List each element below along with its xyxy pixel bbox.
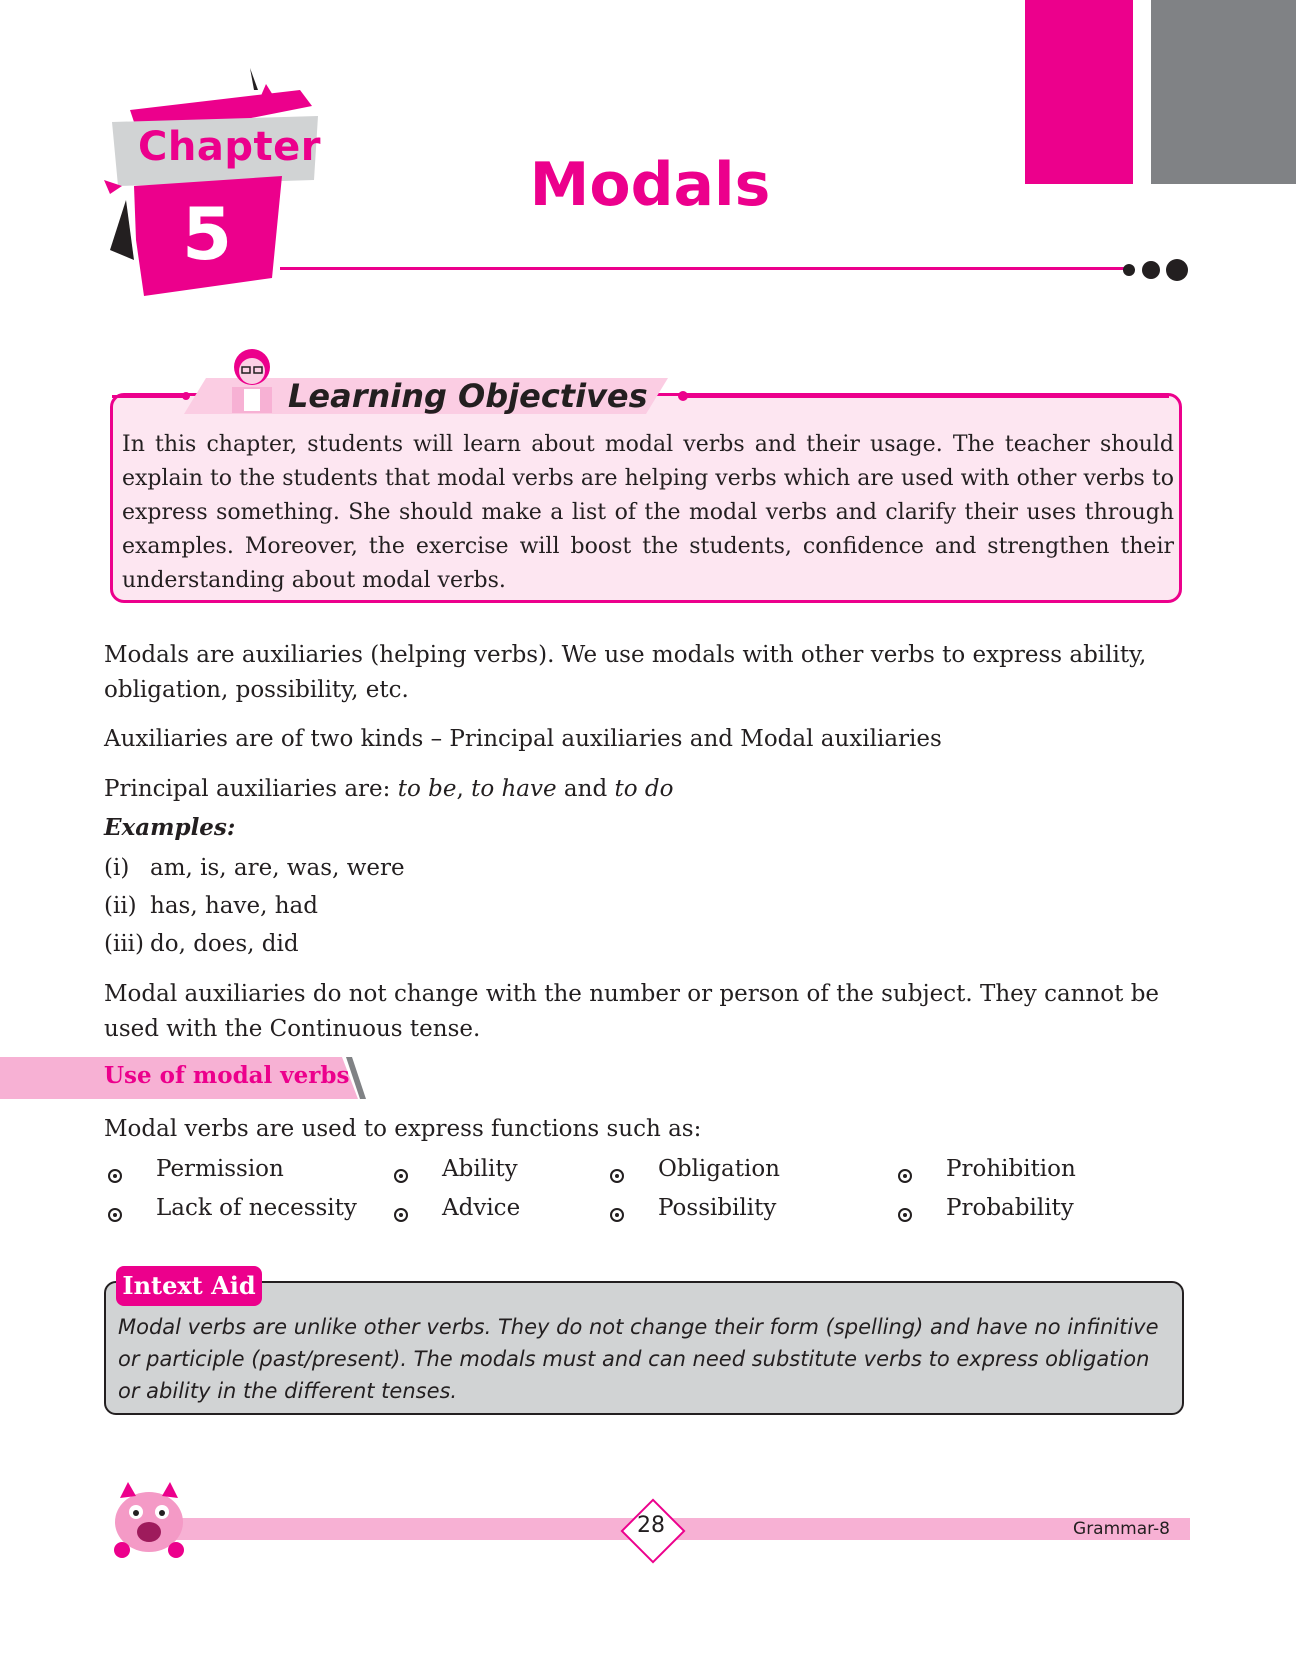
- example-item: (ii) has, have, had: [104, 893, 318, 919]
- bullet-icon: [610, 1169, 624, 1183]
- bullet-icon: [394, 1208, 408, 1222]
- intext-aid-text: Modal verbs are unlike other verbs. They do not change their form (spelling) and have no infinitive or participle (past/present). The modals must and can need substitute verbs to express obligation or ability in the different tenses.: [118, 1315, 1159, 1403]
- principal-auxiliaries: Principal auxiliaries are: to be, to have and to do: [104, 776, 674, 802]
- page-number: 28: [637, 1513, 665, 1538]
- intro-paragraph: Modals are auxiliaries (helping verbs). We use modals with other verbs to express ability, obligation, possibility, etc.: [104, 642, 1147, 703]
- bullet-icon: [108, 1169, 122, 1183]
- intext-aid-label: Intext Aid: [116, 1266, 262, 1306]
- title-dots-decoration: [1115, 258, 1195, 282]
- examples-heading: Examples:: [104, 814, 236, 841]
- function-item: Advice: [394, 1201, 408, 1227]
- chapter-label: Chapter: [138, 124, 321, 170]
- example-item: (i) am, is, are, was, were: [104, 855, 405, 881]
- bullet-icon: [394, 1169, 408, 1183]
- function-item: Lack of necessity: [108, 1201, 122, 1227]
- function-item: Permission: [108, 1162, 122, 1188]
- modal-note: Modal auxiliaries do not change with the number or person of the subject. They cannot be used with the Continuous tense.: [104, 981, 1160, 1042]
- example-item: (iii) do, does, did: [104, 931, 299, 957]
- page-title: Modals: [529, 150, 771, 220]
- teacher-avatar-icon: [222, 345, 282, 415]
- functions-row: [104, 1195, 1204, 1237]
- function-item: Ability: [394, 1162, 408, 1188]
- auxiliary-kinds: Auxiliaries are of two kinds – Principal auxiliaries and Modal auxiliaries: [104, 726, 942, 752]
- learning-objectives-text: In this chapter, students will learn about modal verbs and their usage. The teacher should explain to the students that modal verbs are helping verbs which are used with other verbs to express something. She should make a list of the modal verbs and clarify their uses through examples. Moreover, the exercise will boost the students, confidence and strengthen their understanding about modal verbs.: [122, 432, 1174, 593]
- title-underline: [280, 267, 1130, 270]
- book-label: Grammar-8: [1073, 1519, 1170, 1539]
- function-item: Prohibition: [898, 1162, 912, 1188]
- function-item: Possibility: [610, 1201, 624, 1227]
- function-item: Obligation: [610, 1162, 624, 1188]
- bullet-icon: [898, 1169, 912, 1183]
- section-heading: Use of modal verbs: [104, 1062, 350, 1089]
- bullet-icon: [108, 1208, 122, 1222]
- corner-grey-block: [1151, 0, 1296, 184]
- lo-rule-right: [684, 395, 1169, 398]
- functions-row: [104, 1156, 1204, 1198]
- corner-pink-block: [1025, 0, 1133, 184]
- monster-mascot-icon: [104, 1480, 194, 1560]
- learning-objectives-heading: Learning Objectives: [288, 377, 648, 415]
- functions-lead: Modal verbs are used to express functions such as:: [104, 1116, 702, 1142]
- lo-dot-right: [678, 391, 688, 401]
- function-item: Probability: [898, 1201, 912, 1227]
- bullet-icon: [898, 1208, 912, 1222]
- chapter-number: 5: [182, 192, 233, 276]
- bullet-icon: [610, 1208, 624, 1222]
